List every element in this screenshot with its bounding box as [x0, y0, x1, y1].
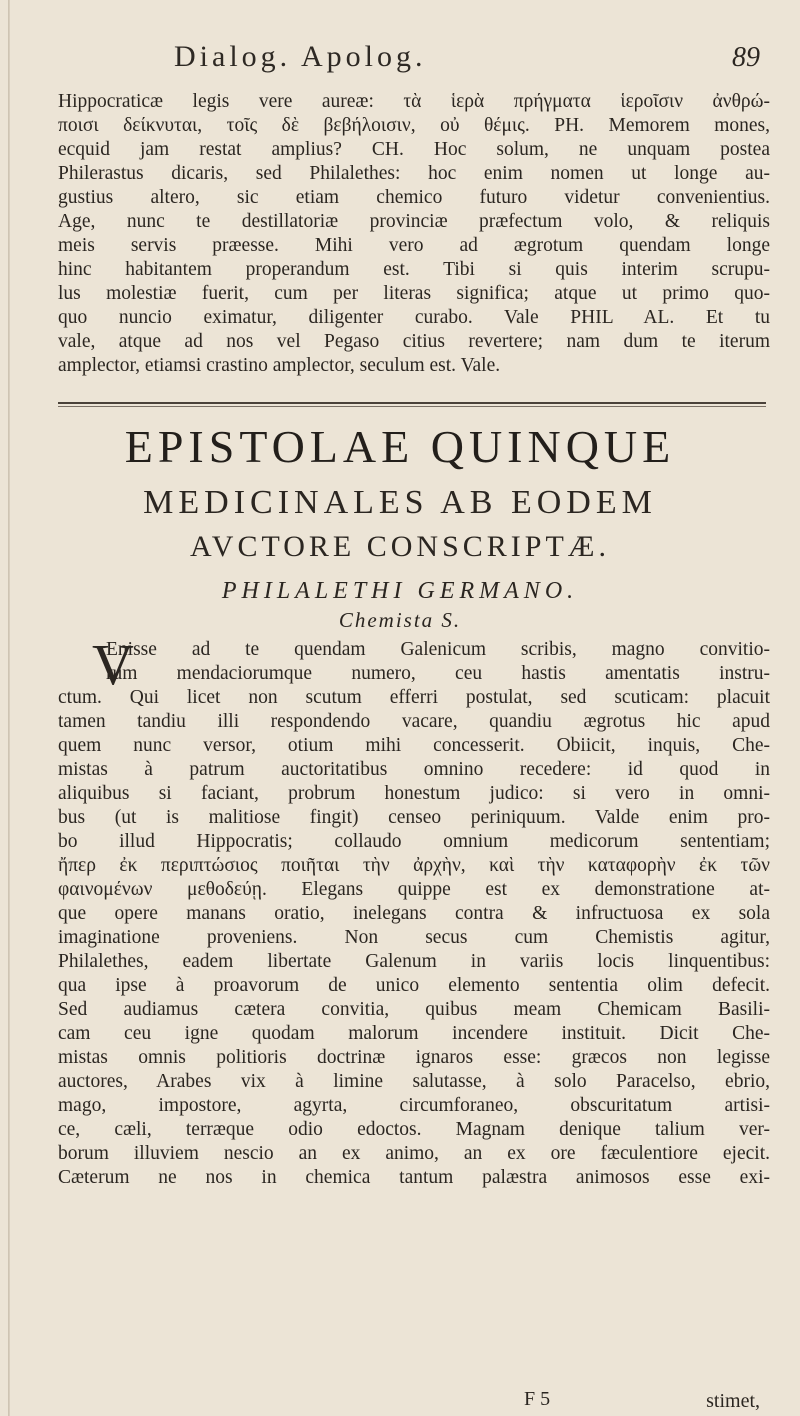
gutter-line: [8, 0, 10, 1416]
text-line: lus molestiæ fuerit, cum per literas significa; atque ut primo quo-: [58, 283, 770, 304]
text-line: Hippocraticæ legis vere aureæ: τὰ ἱερὰ πρήγματα ἱεροῖσιν ἀνθρώ-: [58, 91, 770, 112]
text-line: bo illud Hippocratis; collaudo omnium medicorum sententiam;: [58, 831, 770, 852]
text-line: aliquibus si faciant, probrum honestum judico: si vero in omni-: [58, 783, 770, 804]
text-line: Philalethes, eadem libertate Galenum in variis locis linquentibus:: [58, 951, 770, 972]
text-line: meis servis præesse. Mihi vero ad ægrotum quendam longe: [58, 235, 770, 256]
top-paragraph: [58, 90, 770, 378]
text-line: borum illuviem nescio an ex animo, an ex ore fæculentiore ejecit.: [58, 1143, 770, 1164]
letter-body: [58, 632, 770, 1190]
text-line: mistas omnis politioris doctrinæ ignaros esse: græcos non legisse: [58, 1047, 770, 1068]
drop-cap: V: [92, 632, 134, 697]
text-line: bus (ut is malitiose fingit) censeo periniquum. Valde enim pro-: [58, 807, 770, 828]
signature-mark: F 5: [524, 1388, 551, 1410]
text-line: Age, nunc te destillatoriæ provinciæ præfectum volo, & reliquis: [58, 211, 770, 232]
text-line: Sed audiamus cætera convitia, quibus meam Chemicam Basili-: [58, 999, 770, 1020]
text-line: ἤπερ ἐκ περιπτώσιος ποιῆται τὴν ἀρχὴν, καὶ τὴν καταφορὴν ἐκ τῶν: [58, 855, 770, 876]
text-line: gustius altero, sic etiam chemico futuro videtur convenientius.: [58, 187, 770, 208]
text-line: cam ceu igne quodam malorum incendere instituit. Dicit Che-: [58, 1023, 770, 1044]
text-line: auctores, Arabes vix à limine salutasse, à solo Paracelso, ebrio,: [58, 1071, 770, 1092]
text-line: ποισι δείκνυται, τοῖς δὲ βεβήλοισιν, οὐ θέμις. PH. Memorem mones,: [58, 115, 770, 136]
section-divider: [58, 402, 766, 404]
page-number: 89: [732, 42, 760, 73]
letter-addressee: PHILALETHI GERMANO.: [221, 578, 579, 604]
section-title: EPISTOLAE QUINQUE: [124, 421, 676, 472]
text-line: vale, atque ad nos vel Pegaso citius revertere; nam dum te iterum: [58, 331, 770, 352]
text-line: mago, impostore, agyrta, circumforaneo, obscuritatum artisi-: [58, 1095, 770, 1116]
text-line: ecquid jam restat amplius? CH. Hoc solum, ne unquam postea: [58, 139, 770, 160]
running-head: Dialog. Apolog.: [174, 40, 427, 73]
page-header: [150, 40, 760, 80]
text-line: ctum. Qui licet non scutum efferri postulat, sed scuticam: placuit: [58, 687, 770, 708]
text-line: imaginatione proveniens. Non secus cum Chemistis agitur,: [58, 927, 770, 948]
text-line: qua ipse à proavorum de unico elemento sententia olim defecit.: [58, 975, 770, 996]
text-line: quem nunc versor, otium mihi concesserit. Obiicit, inquis, Che-: [58, 735, 770, 756]
section-subtitle-2: AVCTORE CONSCRIPTÆ.: [190, 530, 610, 563]
text-line: Cæterum ne nos in chemica tantum palæstra animosos esse exi-: [58, 1167, 770, 1188]
text-line: tamen tandiu illi respondendo vacare, quandiu ægrotus hic apud: [58, 711, 770, 732]
letter-salutation: Chemista S.: [338, 608, 462, 632]
text-line: hinc habitantem properandum est. Tibi si quis interim scrupu-: [58, 259, 770, 280]
section-divider-thin: [58, 406, 766, 407]
text-line: amplector, etiamsi crastino amplector, seculum est. Vale.: [58, 355, 501, 376]
text-line: quo nuncio eximatur, diligenter curabo. Vale PHIL AL. Et tu: [58, 307, 770, 328]
text-line: ce, cæli, terræque odio edoctos. Magnam denique talium ver-: [58, 1119, 770, 1140]
text-line: Enisse ad te quendam Galenicum scribis, magno convitio-: [106, 639, 770, 660]
section-subtitle: MEDICINALES AB EODEM: [143, 484, 657, 521]
catchword: stimet,: [706, 1390, 760, 1412]
text-line: que opere manans oratio, inelegans contra & infructuosa ex sola: [58, 903, 770, 924]
text-line: φαινομένων μεθοδεύῃ. Elegans quippe est ex demonstratione at-: [58, 879, 770, 900]
text-line: mistas à patrum auctoritatibus omnino recedere: id quod in: [58, 759, 770, 780]
text-line: Philerastus dicaris, sed Philalethes: hoc enim nomen ut longe au-: [58, 163, 770, 184]
text-line: rum mendaciorumque numero, ceu hastis amentatis instru-: [106, 663, 770, 684]
